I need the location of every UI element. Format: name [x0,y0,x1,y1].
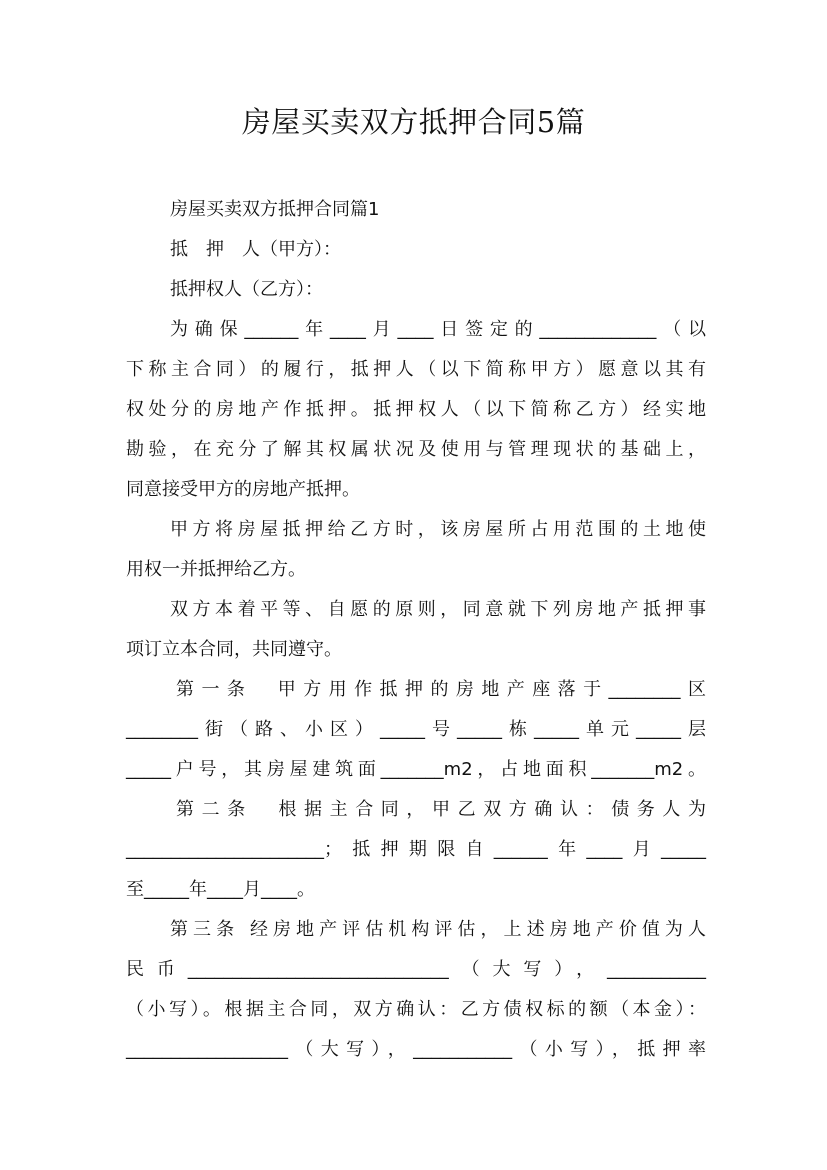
section-heading: 房屋买卖双方抵押合同篇1 [170,199,380,220]
article-3-line: 第三条 经房地产评估机构评估，上述房地产价值为人 [170,919,706,940]
article-1-line: ________街（路、小区）_____号_____栋_____单元_____层 [126,719,706,740]
document-body [126,190,706,1070]
article-2-line: ______________________；抵押期限自______年____月_____ [126,839,706,860]
document-title: 房屋买卖双方抵押合同5篇 [241,105,586,139]
paragraph-line: 项订立本合同，共同遵守。 [126,639,342,660]
mortgagor-label: 抵 押 人（甲方）： [170,239,341,260]
paragraph-line: 为确保______年____月____日签定的_____________（以 [170,319,706,340]
mortgagee-label: 抵押权人（乙方）： [170,279,323,300]
article-2-line: 至_____年____月____。 [126,879,315,900]
article-3-line: 民币_____________________________（大写），___________ [126,959,706,980]
paragraph-line: 用权一并抵押给乙方。 [126,559,306,580]
article-1-line: 第一条 甲方用作抵押的房地产座落于________区 [176,679,706,700]
article-1-line: _____户号，其房屋建筑面_______m2，占地面积_______m2。 [126,759,706,780]
article-2-line: 第二条 根据主合同，甲乙双方确认：债务人为 [176,799,706,820]
paragraph-line: 双方本着平等、自愿的原则，同意就下列房地产抵押事 [170,599,706,620]
paragraph-line: 勘验，在充分了解其权属状况及使用与管理现状的基础上， [126,439,706,460]
article-3-line: （小写）。根据主合同，双方确认：乙方债权标的额（本金）： [126,999,706,1020]
paragraph-line: 权处分的房地产作抵押。抵押权人（以下简称乙方）经实地 [126,399,706,420]
paragraph-line: 同意接受甲方的房地产抵押。 [126,479,360,500]
paragraph-line: 下称主合同）的履行，抵押人（以下简称甲方）愿意以其有 [126,359,706,380]
paragraph-line: 甲方将房屋抵押给乙方时，该房屋所占用范围的土地使 [170,519,706,540]
article-3-line: __________________（大写），___________（小写），抵押率 [126,1039,706,1060]
